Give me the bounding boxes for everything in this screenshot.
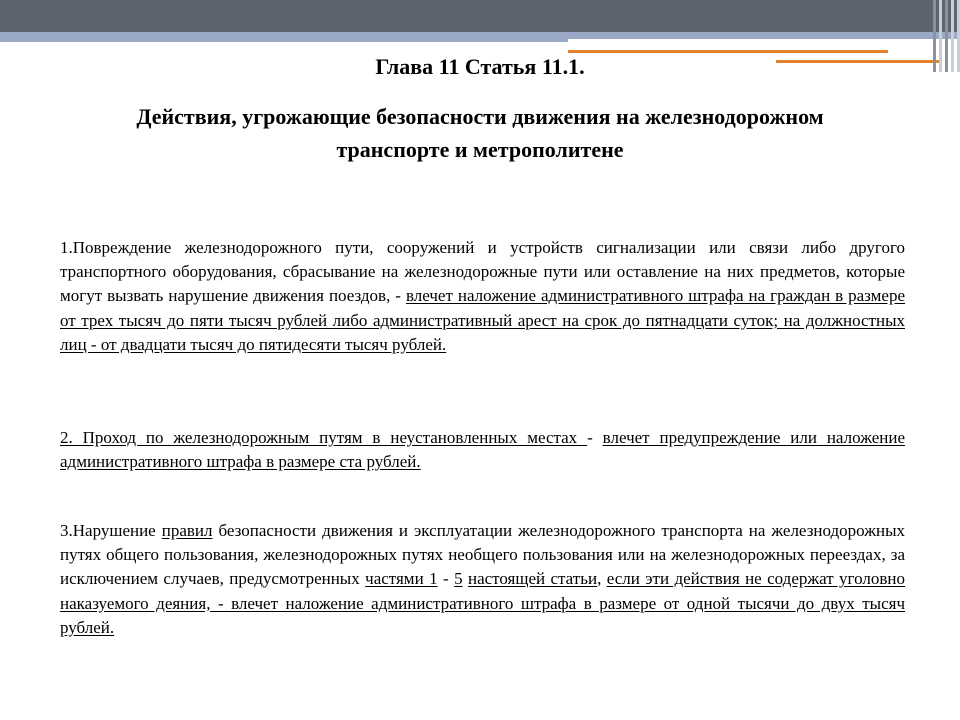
- slide-title-chapter: Глава 11 Статья 11.1.: [375, 54, 585, 79]
- paragraph-3-text-3: -: [437, 569, 455, 589]
- paragraph-2-offense: 2. Проход по железнодорожным путям в неустановленных местах: [60, 428, 588, 447]
- paragraph-2-separator: -: [587, 428, 603, 447]
- paragraph-3: [60, 519, 905, 640]
- paragraph-3-text-2: безопасности движения и эксплуатации железнодорожного транспорта на железнодорожных путях общего пользования, железнодорожных путях необщего пользования или на железнодорожных переездах, за исключением случаев, предусмотренных: [60, 521, 906, 589]
- link-part-5[interactable]: 5: [454, 569, 463, 589]
- slide-header-bar: [0, 0, 960, 32]
- slide-title-article: Действия, угрожающие безопасности движения на железнодорожном транспорте и метрополитене: [136, 104, 824, 162]
- paragraph-2: [60, 426, 905, 474]
- paragraph-3-text-1: 3.Нарушение: [60, 521, 162, 540]
- paragraph-3-text-5: ,: [597, 569, 607, 589]
- link-this-article[interactable]: настоящей статьи: [467, 569, 598, 589]
- link-parts-1[interactable]: частями 1: [365, 569, 438, 589]
- slide-header-accent-right: [568, 32, 960, 39]
- paragraph-2-penalty: влечет предупреждение или наложение административного штрафа в размере ста рублей.: [60, 428, 905, 472]
- paragraph-3-penalty: если эти действия не содержат уголовно наказуемого деяния, - влечет наложение административного штрафа в размере от одной тысячи до двух тысяч рублей.: [60, 569, 905, 637]
- paragraph-1-text: 1.Повреждение железнодорожного пути, сооружений и устройств сигнализации или связи либо другого транспортного оборудования, сбрасывание на железнодорожные пути или оставление на них предметов, которые могут вызвать нарушение движения поездов, -: [60, 238, 905, 306]
- link-rules[interactable]: правил: [161, 521, 213, 540]
- orange-decor-line-1: [568, 50, 888, 53]
- slide-header-accent: [0, 32, 568, 42]
- paragraph-1-penalty: влечет наложение административного штрафа на граждан в размере от трех тысяч до пяти тысяч рублей либо административный арест на срок до пятнадцати суток; на должностных лиц - от двадцати тысяч до пятидесяти тысяч рублей.: [60, 286, 905, 354]
- paragraph-1: [60, 236, 905, 357]
